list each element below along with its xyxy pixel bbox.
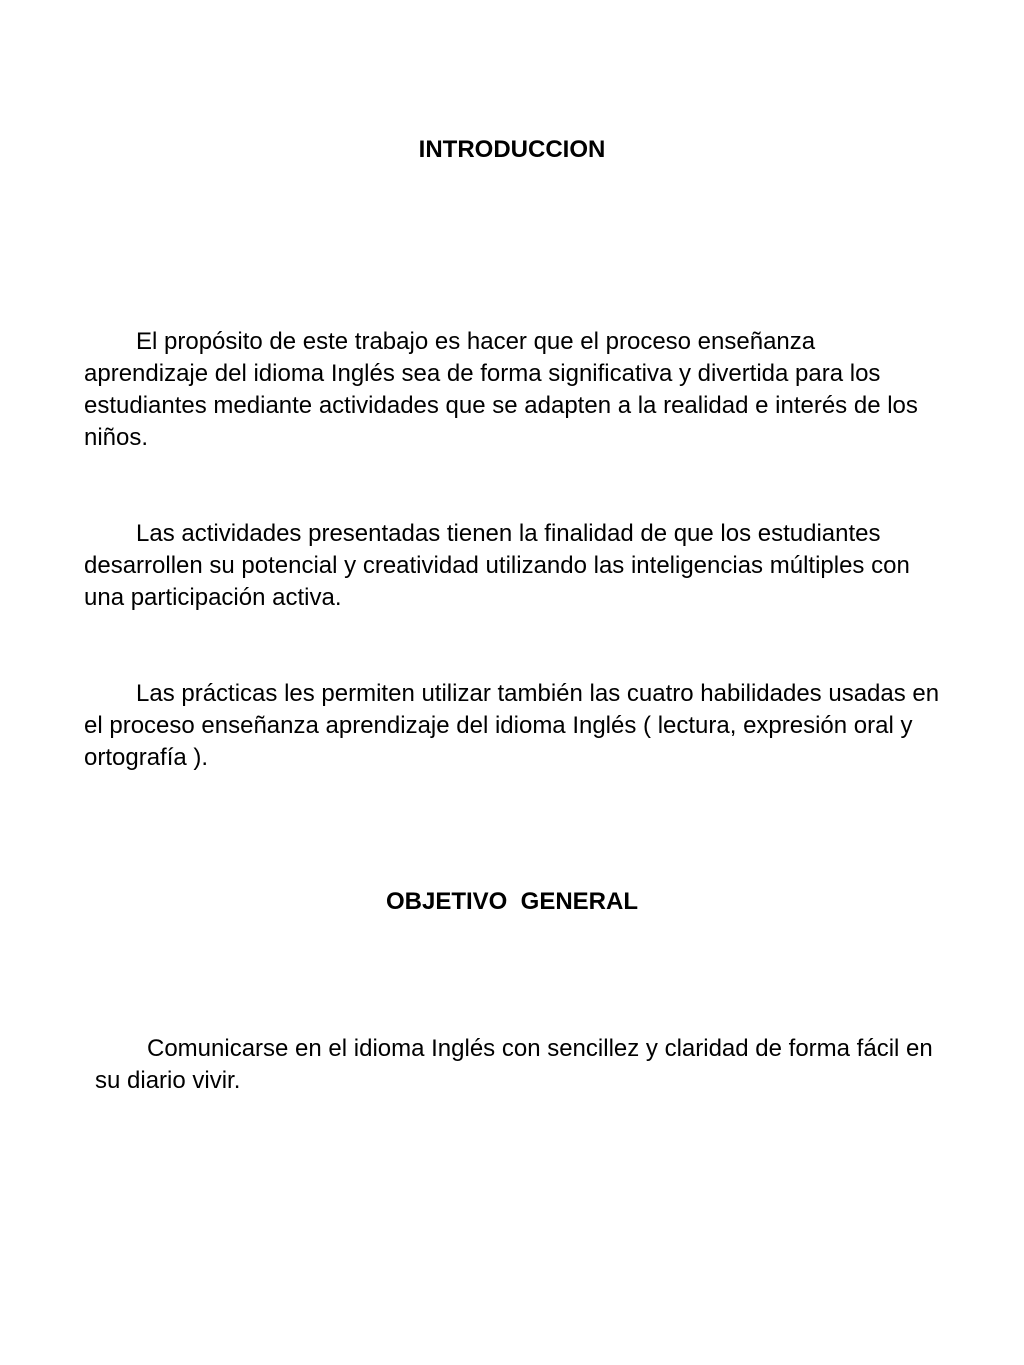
introduction-paragraph-purpose: El propósito de este trabajo es hacer que el proceso enseñanza aprendizaje del idioma Inglés sea de forma significativa y divertida para los estudiantes mediante actividades que se adapten a la realidad e interés de los niños. (84, 328, 918, 451)
introduction-heading: INTRODUCCION (418, 136, 606, 163)
general-objective-paragraph: Comunicarse en el idioma Inglés con sencillez y claridad de forma fácil en su diario vivir. (95, 1035, 933, 1094)
introduction-paragraph-practices: Las prácticas les permiten utilizar también las cuatro habilidades usadas en el proceso enseñanza aprendizaje del idioma Inglés ( lectura, expresión oral y ortografía ). (84, 680, 940, 771)
introduction-paragraph-activities: Las actividades presentadas tienen la finalidad de que los estudiantes desarrollen su potencial y creatividad utilizando las inteligencias múltiples con una participación activa. (84, 520, 910, 611)
general-objective-heading: OBJETIVO GENERAL (385, 888, 639, 915)
